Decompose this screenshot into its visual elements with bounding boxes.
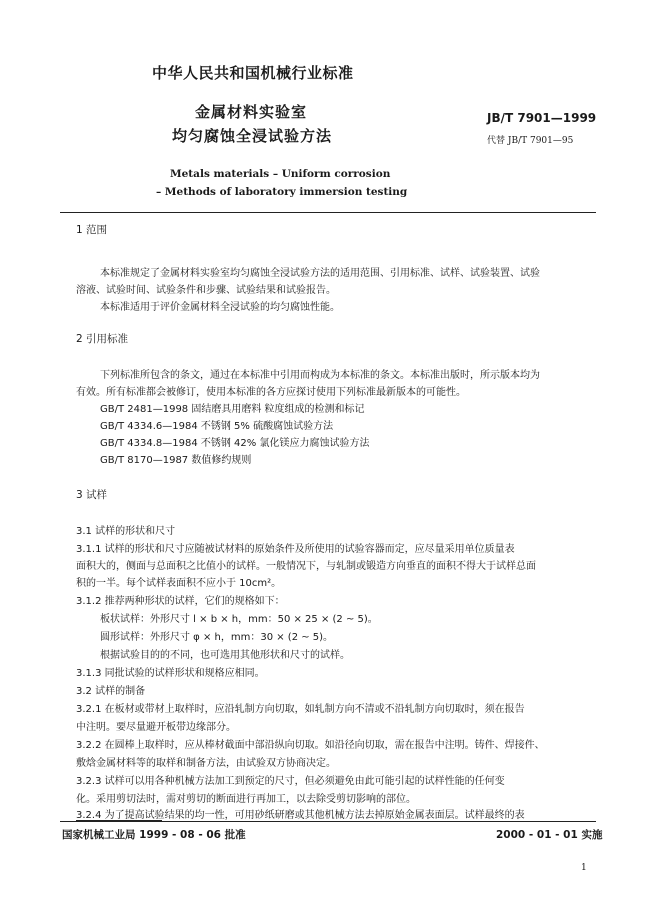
approval-date: 国家机械工业局 1999 - 08 - 06 批准 — [62, 829, 246, 841]
clause-3-2-3b: 化。采用剪切法时，需对剪切的断面进行再加工，以去除受剪切影响的部位。 — [76, 794, 416, 805]
section-3-title: 3 试样 — [76, 489, 108, 501]
effective-date: 2000 - 01 - 01 实施 — [496, 829, 603, 841]
clause-3-2-1b: 中注明。要尽量避开板带边缘部分。 — [76, 722, 236, 733]
replaces-standard: 代替 JB/T 7901—95 — [487, 136, 574, 146]
issuing-org: 中华人民共和国机械行业标准 — [152, 64, 354, 82]
section-2-title: 2 引用标准 — [76, 333, 129, 345]
english-title-line-2: – Methods of laboratory immersion testing — [156, 186, 408, 198]
standard-number: JB/T 7901—1999 — [487, 111, 597, 125]
clause-3-1-2-round: 圆形试样：外形尺寸 φ × h，mm：30 × (2 ~ 5)。 — [100, 632, 334, 643]
clause-3-2-1a: 3.2.1 在板材或带材上取样时，应沿轧制方向切取，如轧制方向不清或不沿轧制方向切取时，须在报告 — [76, 704, 525, 715]
section-1-para-1b: 溶液、试验时间、试验条件和步骤、试验结果和试验报告。 — [76, 285, 336, 296]
header-divider — [60, 212, 596, 213]
clause-3-2-3a: 3.2.3 试样可以用各种机械方法加工到预定的尺寸，但必须避免由此可能引起的试样性能的任何变 — [76, 776, 505, 787]
clause-3-2-title: 3.2 试样的制备 — [76, 686, 146, 697]
title-line-2: 均匀腐蚀全浸试验方法 — [172, 127, 333, 145]
footer-divider — [60, 821, 596, 822]
clause-3-2-2a: 3.2.2 在圆棒上取样时，应从棒材截面中部沿纵向切取。如沿径向切取，需在报告中注明。铸件、焊接件、 — [76, 740, 545, 751]
section-1-para-2: 本标准适用于评价金属材料全浸试验的均匀腐蚀性能。 — [100, 302, 340, 313]
clause-3-2-2b: 敷焓金属材料等的取样和制备方法，由试验双方协商决定。 — [76, 758, 336, 769]
reference-item: GB/T 8170—1987 数值修约规则 — [100, 455, 252, 466]
clause-3-2-4: 3.2.4 为了提高试验结果的均一性，可用砂纸研磨或其他机械方法去掉原始金属表面层。试样最终的表 — [76, 810, 525, 821]
page-number: 1 — [581, 863, 587, 873]
clause-3-1-2-note: 根据试验目的的不同，也可选用其他形状和尺寸的试样。 — [100, 650, 350, 661]
clause-3-1-1b: 面积大的，侧面与总面积之比值小的试样。一般情况下，与轧制或锻造方向垂直的面积不得大于试样总面 — [76, 561, 536, 572]
english-title-line-1: Metals materials – Uniform corrosion — [170, 168, 391, 180]
clause-3-1-3: 3.1.3 同批试验的试样形状和规格应相同。 — [76, 668, 265, 679]
clause-3-1-1a: 3.1.1 试样的形状和尺寸应随被试材料的原始条件及所使用的试验容器而定，应尽量采用单位质量表 — [76, 544, 515, 555]
clause-3-1-2-plate: 板状试样：外形尺寸 l × b × h，mm：50 × 25 × (2 ~ 5)。 — [100, 614, 378, 625]
section-1-title: 1 范围 — [76, 224, 108, 236]
reference-item: GB/T 2481—1998 固结磨具用磨料 粒度组成的检测和标记 — [100, 404, 365, 415]
reference-item: GB/T 4334.8—1984 不锈钢 42% 氯化镁应力腐蚀试验方法 — [100, 438, 370, 449]
reference-item: GB/T 4334.6—1984 不锈钢 5% 硫酸腐蚀试验方法 — [100, 421, 334, 432]
clause-3-1-title: 3.1 试样的形状和尺寸 — [76, 526, 176, 537]
section-2-para-1b: 有效。所有标准都会被修订，使用本标准的各方应探讨使用下列标准最新版本的可能性。 — [76, 387, 466, 398]
section-2-para-1a: 下列标准所包含的条文，通过在本标准中引用而构成为本标准的条文。本标准出版时，所示版本均为 — [100, 370, 540, 381]
title-line-1: 金属材料实验室 — [195, 103, 308, 121]
clause-3-1-1c: 积的一半。每个试样表面积不应小于 10cm²。 — [76, 578, 282, 589]
clause-3-1-2: 3.1.2 推荐两种形状的试样，它们的规格如下： — [76, 596, 285, 607]
section-1-para-1a: 本标准规定了金属材料实验室均匀腐蚀全浸试验方法的适用范围、引用标准、试样、试验装置、试验 — [100, 268, 540, 279]
